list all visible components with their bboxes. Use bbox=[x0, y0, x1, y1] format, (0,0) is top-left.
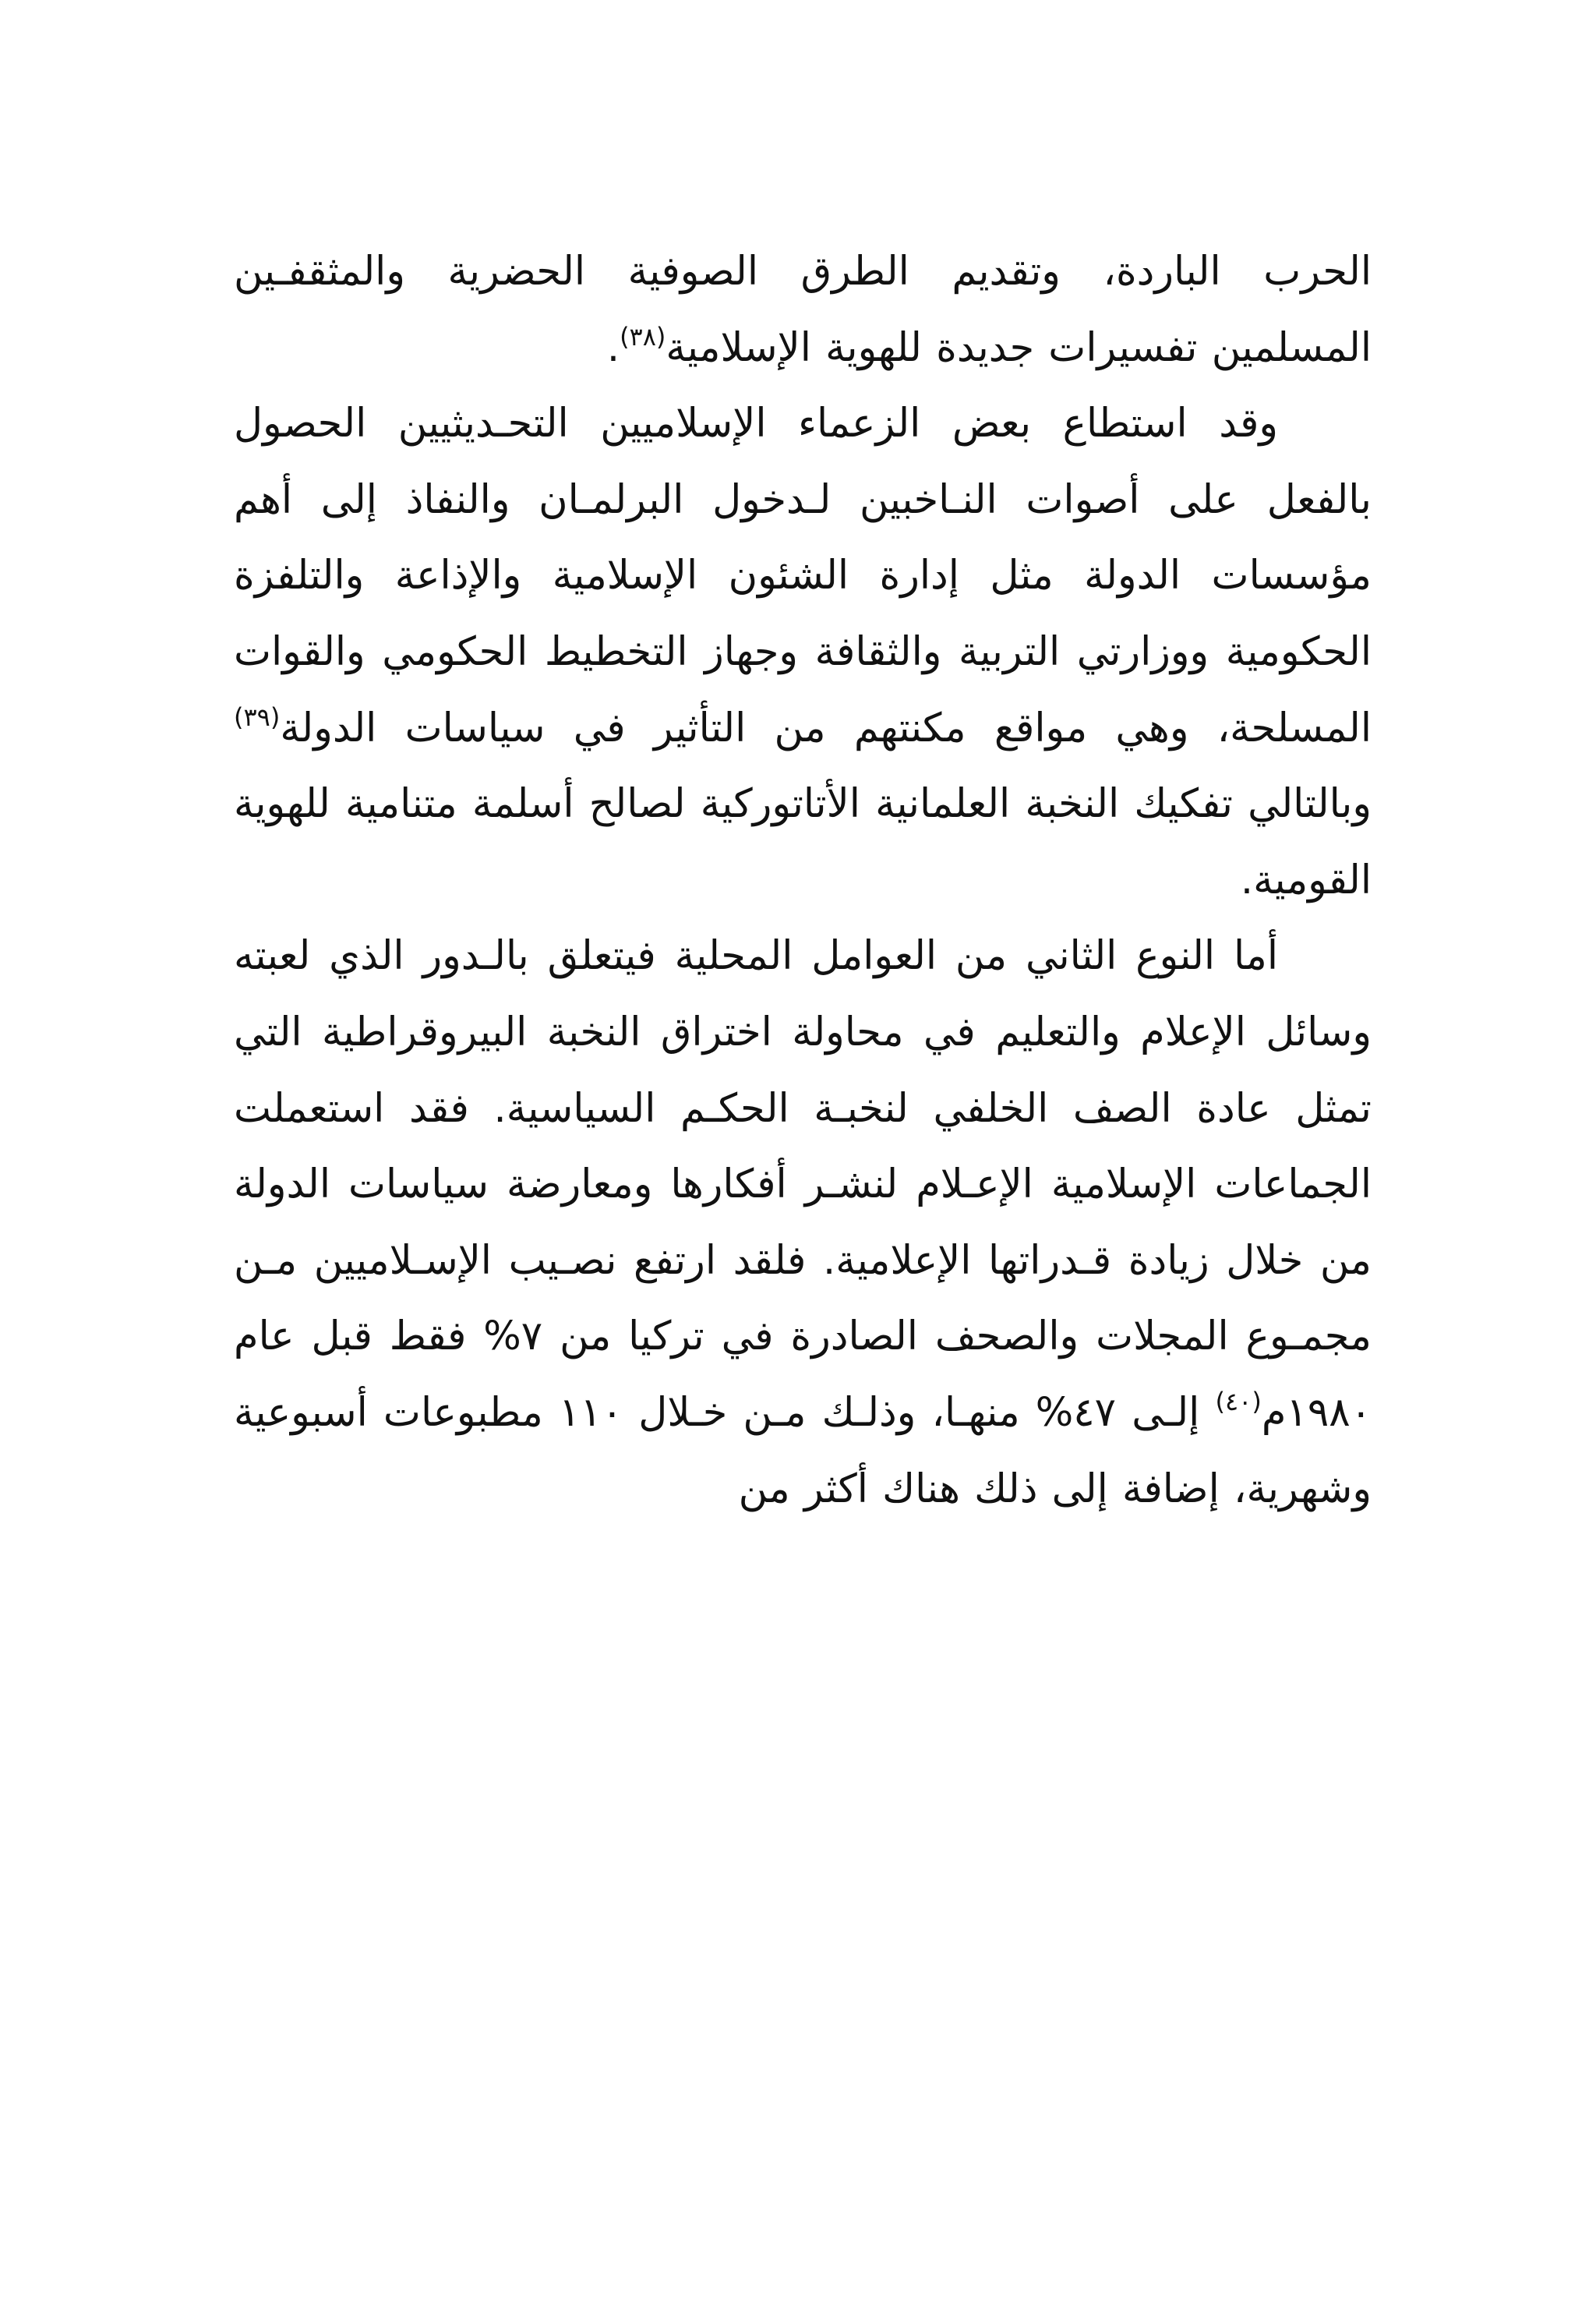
paragraph-text: أما النوع الثاني من العوامل المحلية فيتعلق بالـدور الذي لعبته وسائل الإعلام والتعليم في محاولة اختراق النخبة البيروقراطية التي تمثل عادة الصف الخلفي لنخبـة الحكـم السياسية. فقد استعملت الجماعات الإسلامية الإعـلام لنشـر أفكارها ومعارضة سياسات الدولة من خلال زيادة قـدراتها الإعلامية. فلقد ارتفع نصـيب الإسـلاميين مـن مجمـوع المجلات والصحف الصادرة في تركيا من ٧% فقط قبل عام ١٩٨٠م bbox=[234, 933, 1372, 1436]
paragraph-text: إلـى ٤٧% منهـا، وذلـك مـن خـلال ١١٠ مطبوعات أسبوعية وشهرية، إضافة إلى ذلك هناك أكثر من bbox=[234, 1389, 1372, 1512]
footnote-ref-38: (٣٨) bbox=[620, 321, 666, 352]
footnote-ref-40: (٤٠) bbox=[1215, 1386, 1262, 1416]
paragraph-1 bbox=[234, 234, 1372, 386]
paragraph-text: وقد استطاع بعض الزعماء الإسلاميين التحـديثيين الحصول بالفعل على أصوات النـاخبين لـدخول البرلمـان والنفاذ إلى أهم مؤسسات الدولة مثل إدارة الشئون الإسلامية والإذاعة والتلفزة الحكومية ووزارتي التربية والثقافة وجهاز التخطيط الحكومي والقوات المسلحة، وهي مواقع مكنتهم من التأثير في سياسات الدولة bbox=[234, 401, 1372, 751]
paragraph-3 bbox=[234, 918, 1372, 1527]
footnote-ref-39: (٣٩) bbox=[234, 702, 281, 732]
body-text bbox=[234, 234, 1372, 1527]
paragraph-text: الحرب الباردة، وتقديم الطرق الصوفية الحضرية والمثقفـين المسلمين تفسيرات جديدة للهوية الإسلامية bbox=[234, 249, 1372, 371]
paragraph-2 bbox=[234, 386, 1372, 918]
paragraph-text: وبالتالي تفكيك النخبة العلمانية الأتاتوركية لصالح أسلمة متنامية للهوية القومية. bbox=[234, 781, 1372, 903]
paragraph-text: . bbox=[606, 324, 620, 371]
